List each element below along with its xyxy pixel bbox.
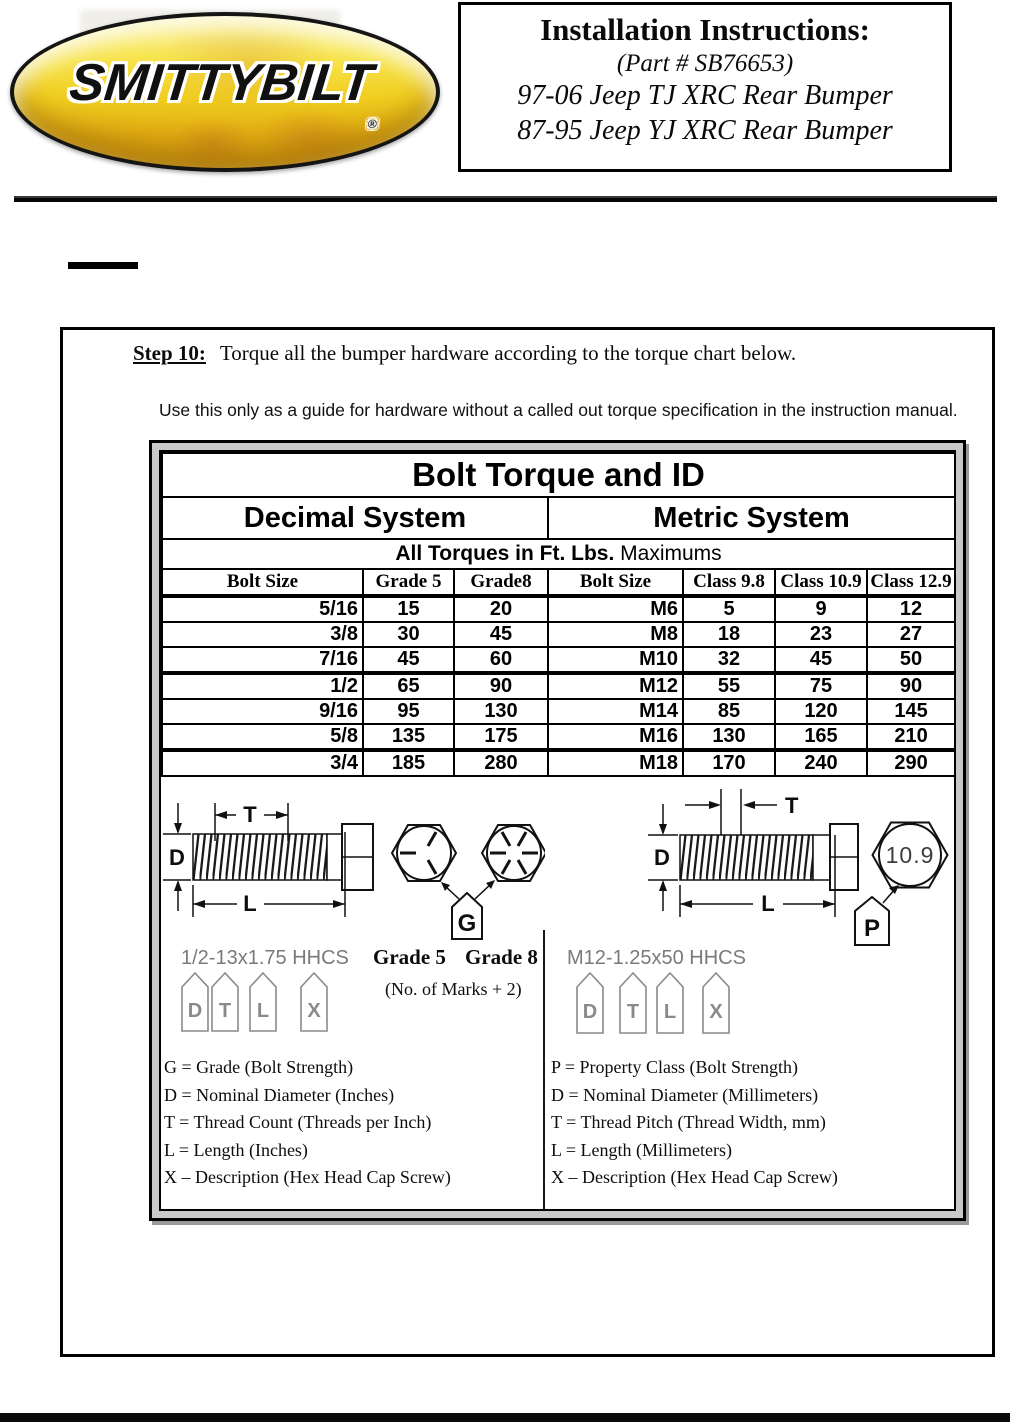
dim-label-t: T bbox=[243, 802, 257, 827]
torque-chart bbox=[159, 450, 956, 1211]
legend-line: D = Nominal Diameter (Inches) bbox=[164, 1084, 395, 1105]
dim-label-t: T bbox=[785, 793, 799, 818]
decimal-bolt-example: 1/2-13x1.75 HHCS bbox=[181, 947, 349, 969]
table-cell: 120 bbox=[775, 699, 867, 724]
step-instruction bbox=[133, 341, 796, 366]
table-row bbox=[162, 724, 955, 750]
table-row bbox=[162, 699, 955, 724]
table-cell: 240 bbox=[775, 750, 867, 776]
model-line-2: 87-95 Jeep YJ XRC Rear Bumper bbox=[517, 115, 893, 146]
table-cell: 65 bbox=[363, 673, 454, 699]
table-cell: 130 bbox=[454, 699, 548, 724]
legend-line: P = Property Class (Bolt Strength) bbox=[551, 1057, 798, 1077]
step-label: Step 10: bbox=[133, 341, 206, 365]
bolt-thread bbox=[193, 834, 327, 880]
bolt-id-diagram bbox=[161, 777, 954, 1209]
decimal-legend bbox=[164, 1054, 539, 1192]
table-cell: M6 bbox=[548, 596, 683, 622]
table-cell: 60 bbox=[454, 647, 548, 673]
table-cell: 175 bbox=[454, 724, 548, 750]
table-cell: 5/8 bbox=[162, 724, 363, 750]
double-rule bbox=[14, 196, 997, 202]
metric-bolt-example: M12-1.25x50 HHCS bbox=[567, 947, 746, 969]
table-cell: 3/4 bbox=[162, 750, 363, 776]
tag-t: T bbox=[626, 1001, 640, 1023]
table-cell: 185 bbox=[363, 750, 454, 776]
table-title: Bolt Torque and ID bbox=[162, 453, 955, 497]
table-cell: 290 bbox=[867, 750, 955, 776]
table-cell: M8 bbox=[548, 622, 683, 647]
metric-head-marking bbox=[873, 823, 948, 888]
table-cell: 45 bbox=[363, 647, 454, 673]
grade-tag: G bbox=[457, 910, 477, 937]
col-header: Class 12.9 bbox=[867, 569, 955, 596]
table-cell: 5 bbox=[683, 596, 775, 622]
marks-note: (No. of Marks + 2) bbox=[385, 979, 522, 999]
table-cell: 1/2 bbox=[162, 673, 363, 699]
legend-line: T = Thread Count (Threads per Inch) bbox=[164, 1112, 432, 1132]
table-row bbox=[162, 750, 955, 776]
legend-line: L = Length (Millimeters) bbox=[551, 1139, 732, 1160]
property-tag: P bbox=[863, 915, 881, 942]
table-row bbox=[162, 647, 955, 673]
grade8-label: Grade 8 bbox=[465, 945, 538, 969]
table-cell: 130 bbox=[683, 724, 775, 750]
table-cell: 135 bbox=[363, 724, 454, 750]
step-box bbox=[60, 327, 995, 1357]
metric-system-header: Metric System bbox=[548, 497, 955, 539]
guide-note: Use this only as a guide for hardware without a called out torque specification in the instruction manual. bbox=[159, 400, 958, 420]
metric-legend bbox=[551, 1054, 926, 1192]
part-number: (Part # SB76653) bbox=[616, 50, 794, 77]
doc-title: Installation Instructions: bbox=[540, 12, 870, 47]
tag-l: L bbox=[663, 1001, 677, 1023]
col-header: Grade8 bbox=[454, 569, 548, 596]
table-cell: M10 bbox=[548, 647, 683, 673]
table-cell: 30 bbox=[363, 622, 454, 647]
table-cell: 95 bbox=[363, 699, 454, 724]
tag-l: L bbox=[256, 1000, 270, 1022]
col-header: Class 10.9 bbox=[775, 569, 867, 596]
legend-line: L = Length (Inches) bbox=[164, 1139, 308, 1160]
table-cell: 12 bbox=[867, 596, 955, 622]
table-cell: 85 bbox=[683, 699, 775, 724]
legend-line: D = Nominal Diameter (Millimeters) bbox=[551, 1084, 819, 1105]
bolt-thread bbox=[680, 835, 813, 880]
table-cell: 90 bbox=[867, 673, 955, 699]
table-cell: 170 bbox=[683, 750, 775, 776]
metric-callout-tags bbox=[577, 973, 729, 1033]
torque-table-body bbox=[162, 596, 955, 776]
legend-line: T = Thread Pitch (Thread Width, mm) bbox=[551, 1112, 826, 1132]
table-cell: 20 bbox=[454, 596, 548, 622]
table-row bbox=[162, 596, 955, 622]
table-cell: 50 bbox=[867, 647, 955, 673]
table-cell: 27 bbox=[867, 622, 955, 647]
col-header: Bolt Size bbox=[548, 569, 683, 596]
table-cell: 165 bbox=[775, 724, 867, 750]
table-cell: 7/16 bbox=[162, 647, 363, 673]
table-cell: 3/8 bbox=[162, 622, 363, 647]
table-cell: M12 bbox=[548, 673, 683, 699]
col-header: Grade 5 bbox=[363, 569, 454, 596]
table-cell: M16 bbox=[548, 724, 683, 750]
tag-d: D bbox=[187, 1000, 203, 1022]
table-cell: M18 bbox=[548, 750, 683, 776]
table-cell: 18 bbox=[683, 622, 775, 647]
legend-line: G = Grade (Bolt Strength) bbox=[164, 1057, 354, 1077]
grade5-head-marks bbox=[392, 825, 456, 881]
dim-label-d: D bbox=[654, 845, 670, 870]
table-cell: 55 bbox=[683, 673, 775, 699]
grade5-label: Grade 5 bbox=[373, 945, 446, 969]
table-cell: 15 bbox=[363, 596, 454, 622]
dim-label-l: L bbox=[243, 891, 257, 916]
decimal-system-header: Decimal System bbox=[162, 497, 548, 539]
dim-label-d: D bbox=[169, 845, 185, 870]
tag-d: D bbox=[582, 1001, 598, 1023]
legend-line: X – Description (Hex Head Cap Screw) bbox=[164, 1167, 451, 1187]
table-cell: 210 bbox=[867, 724, 955, 750]
units-bold: All Torques in Ft. Lbs. bbox=[395, 542, 615, 565]
table-cell: 280 bbox=[454, 750, 548, 776]
logo-oval bbox=[10, 12, 440, 172]
dim-label-l: L bbox=[761, 891, 775, 916]
table-cell: M14 bbox=[548, 699, 683, 724]
model-line-1: 97-06 Jeep TJ XRC Rear Bumper bbox=[517, 80, 893, 111]
units-normal: Maximums bbox=[620, 542, 722, 565]
table-row bbox=[162, 622, 955, 647]
table-cell: 5/16 bbox=[162, 596, 363, 622]
table-cell: 32 bbox=[683, 647, 775, 673]
table-cell: 9/16 bbox=[162, 699, 363, 724]
torque-chart-frame bbox=[149, 440, 966, 1221]
tag-t: T bbox=[218, 1000, 232, 1022]
decimal-callout-tags bbox=[182, 973, 327, 1031]
registered-mark: ® bbox=[367, 117, 378, 131]
step-text: Torque all the bumper hardware according to the torque chart below. bbox=[219, 341, 797, 365]
table-row bbox=[162, 673, 955, 699]
table-cell: 9 bbox=[775, 596, 867, 622]
col-header: Class 9.8 bbox=[683, 569, 775, 596]
table-cell: 90 bbox=[454, 673, 548, 699]
col-header: Bolt Size bbox=[162, 569, 363, 596]
footer-rule bbox=[0, 1413, 1010, 1422]
column-header-row bbox=[162, 569, 955, 596]
table-cell: 23 bbox=[775, 622, 867, 647]
underline-dash bbox=[68, 262, 138, 269]
table-cell: 75 bbox=[775, 673, 867, 699]
smittybilt-logo bbox=[10, 12, 440, 172]
logo-wordmark: $SMITTYBILT_®$ bbox=[67, 54, 378, 131]
legend-line: X – Description (Hex Head Cap Screw) bbox=[551, 1167, 838, 1187]
grade8-head-marks bbox=[482, 825, 545, 881]
torque-table bbox=[161, 452, 956, 777]
tag-x: X bbox=[307, 1000, 321, 1022]
units-note bbox=[162, 539, 955, 569]
property-class-marking: 10.9 bbox=[885, 842, 935, 868]
table-cell: 45 bbox=[775, 647, 867, 673]
table-cell: 145 bbox=[867, 699, 955, 724]
table-cell: 45 bbox=[454, 622, 548, 647]
tag-x: X bbox=[709, 1001, 723, 1023]
instruction-header-box bbox=[458, 2, 952, 172]
